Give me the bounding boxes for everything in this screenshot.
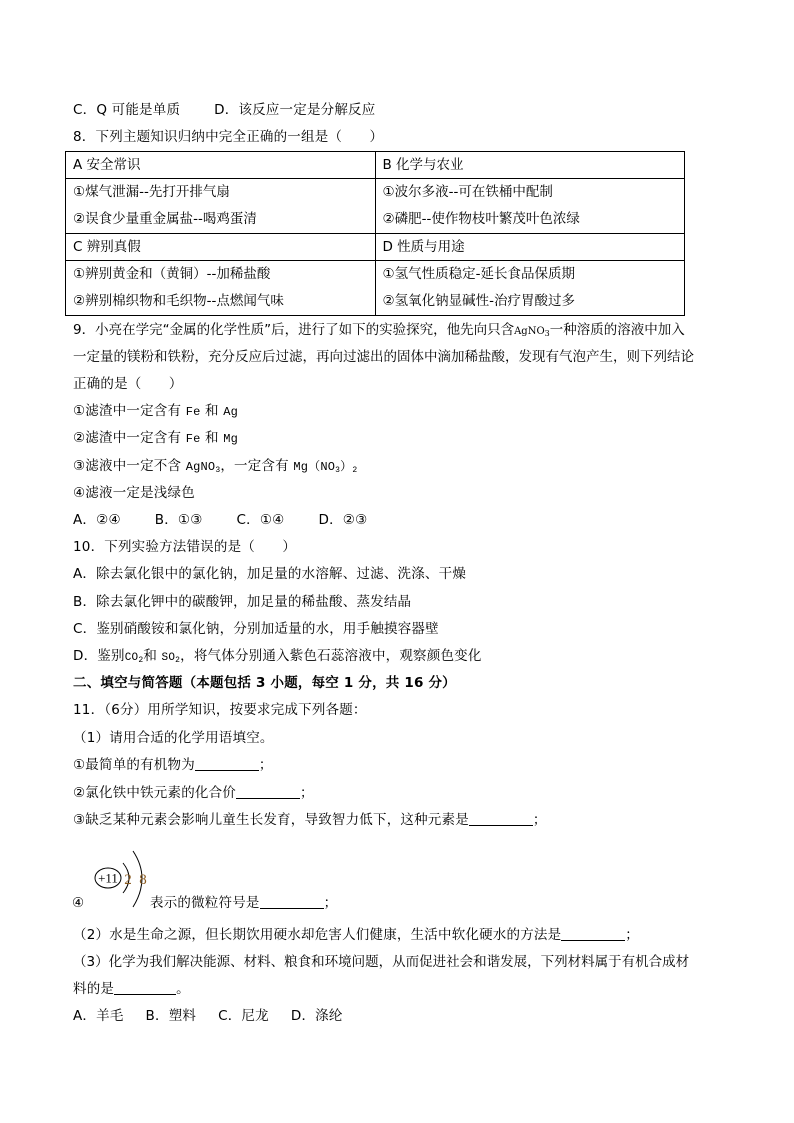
q7-option-c: C．Q 可能是单质 xyxy=(73,102,181,118)
q10-option-d: D．鉴别$CO_2$和 $SO_2$，将气体分别通入紫色石蕊溶液中，观察颜色变化 xyxy=(73,648,482,665)
q11-part-3-options xyxy=(73,1006,343,1026)
table-item: ①波尔多液--可在铁桶中配制 xyxy=(382,184,553,200)
q9-option-c: C．①④ xyxy=(236,512,285,528)
q9-option-a: A．②④ xyxy=(73,512,121,528)
table-item: ②氢氧化钠显碱性-治疗胃酸过多 xyxy=(382,293,575,309)
table-cell-d-body xyxy=(375,261,685,316)
table-item: ①辨别黄金和（黄铜）--加稀盐酸 xyxy=(73,266,271,282)
answer-blank[interactable] xyxy=(260,894,324,909)
q11-item-4-number: ④ xyxy=(72,895,85,911)
q9-statement-3: ③滤液中一定不含 AgNO$_3$，一定含有 $Mg(NO_3)_2$ xyxy=(73,458,358,475)
q7-options xyxy=(73,100,375,120)
svg-text:8: 8 xyxy=(139,872,147,888)
q9-statement-4: ④滤液一定是浅绿色 xyxy=(73,485,195,501)
q11-item-3: ③缺乏某种元素会影响儿童生长发育，导致智力低下，这种元素是 ； xyxy=(73,812,547,828)
q11-item-4: 表示的微粒符号是 ； xyxy=(150,895,338,911)
q7-option-d: D．该反应一定是分解反应 xyxy=(214,102,376,118)
table-cell-c-header: C 辨别真假 xyxy=(66,234,376,261)
table-cell-d-header: D 性质与用途 xyxy=(375,234,685,261)
answer-blank[interactable] xyxy=(469,811,533,826)
table-item: ①氢气性质稳定-延长食品保质期 xyxy=(382,266,575,282)
q11-option-a: A．羊毛 xyxy=(73,1008,124,1024)
q10-option-b: B．除去氯化钾中的碳酸钾，加足量的稀盐酸、蒸发结晶 xyxy=(73,594,412,610)
svg-text:2: 2 xyxy=(124,872,132,888)
q10-option-a: A．除去氯化银中的氯化钠，加足量的水溶解、过滤、洗涤、干燥 xyxy=(73,566,467,582)
table-cell-a-body xyxy=(66,179,376,234)
q11-part-3-line2: 料的是 。 xyxy=(73,981,190,997)
q9-stem-line1: 9．小亮在学完“金属的化学性质”后，进行了如下的实验探究，他先向只含AgNO$_3$一种溶质的溶液中加入 xyxy=(73,322,685,338)
table-item: ②误食少量重金属盐--喝鸡蛋清 xyxy=(73,211,257,227)
table-item: ②辨别棉织物和毛织物--点燃闻气味 xyxy=(73,293,284,309)
q8-knowledge-table xyxy=(65,151,685,316)
q11-option-d: D．涤纶 xyxy=(290,1008,343,1024)
svg-text:+11: +11 xyxy=(98,870,118,886)
q9-option-d: D．②③ xyxy=(318,512,368,528)
table-item: ②磷肥--使作物枝叶繁茂叶色浓绿 xyxy=(382,211,580,227)
q9-statement-1: ①滤渣中一定含有 Fe 和 Ag xyxy=(73,403,239,419)
q9-stem-line2: 一定量的镁粉和铁粉，充分反应后过滤，再向过滤出的固体中滴加稀盐酸，发现有气泡产生，则下列结论 xyxy=(73,349,694,365)
q9-option-b: B．①③ xyxy=(154,512,203,528)
table-cell-c-body xyxy=(66,261,376,316)
q11-part1-title: （1）请用合适的化学用语填空。 xyxy=(73,730,274,746)
table-cell-b-header: B 化学与农业 xyxy=(375,152,685,179)
section-2-title: 二、填空与简答题（本题包括 3 小题，每空 1 分，共 16 分） xyxy=(73,675,456,691)
q11-part-2: （2）水是生命之源，但长期饮用硬水却危害人们健康，生活中软化硬水的方法是 ； xyxy=(73,927,639,943)
q11-option-b: B．塑料 xyxy=(145,1008,197,1024)
answer-blank[interactable] xyxy=(561,926,625,941)
q11-option-c: C．尼龙 xyxy=(218,1008,269,1024)
table-cell-a-header: A 安全常识 xyxy=(66,152,376,179)
q11-part-3-line1: （3）化学为我们解决能源、材料、粮食和环境问题，从而促进社会和谐发展，下列材料属于有机合成材 xyxy=(73,954,690,970)
q9-options xyxy=(73,510,367,530)
answer-blank[interactable] xyxy=(195,756,259,771)
answer-blank[interactable] xyxy=(114,980,176,995)
q10-option-c: C．鉴别硝酸铵和氯化钠，分别加适量的水，用手触摸容器壁 xyxy=(73,621,439,637)
q9-stem-line3: 正确的是（ ） xyxy=(73,376,183,392)
q9-statement-2: ②滤渣中一定含有 Fe 和 Mg xyxy=(73,430,239,446)
q8-stem: 8．下列主题知识归纳中完全正确的一组是（ ） xyxy=(73,129,384,145)
q11-item-2: ②氯化铁中铁元素的化合价 ； xyxy=(73,785,314,801)
q11-stem: 11．（6分）用所学知识，按要求完成下列各题： xyxy=(73,702,367,718)
table-cell-b-body xyxy=(375,179,685,234)
q11-item-1: ①最简单的有机物为 ； xyxy=(73,757,273,773)
answer-blank[interactable] xyxy=(236,784,300,799)
table-item: ①煤气泄漏--先打开排气扇 xyxy=(73,184,230,200)
q10-stem: 10．下列实验方法错误的是（ ） xyxy=(73,539,297,555)
